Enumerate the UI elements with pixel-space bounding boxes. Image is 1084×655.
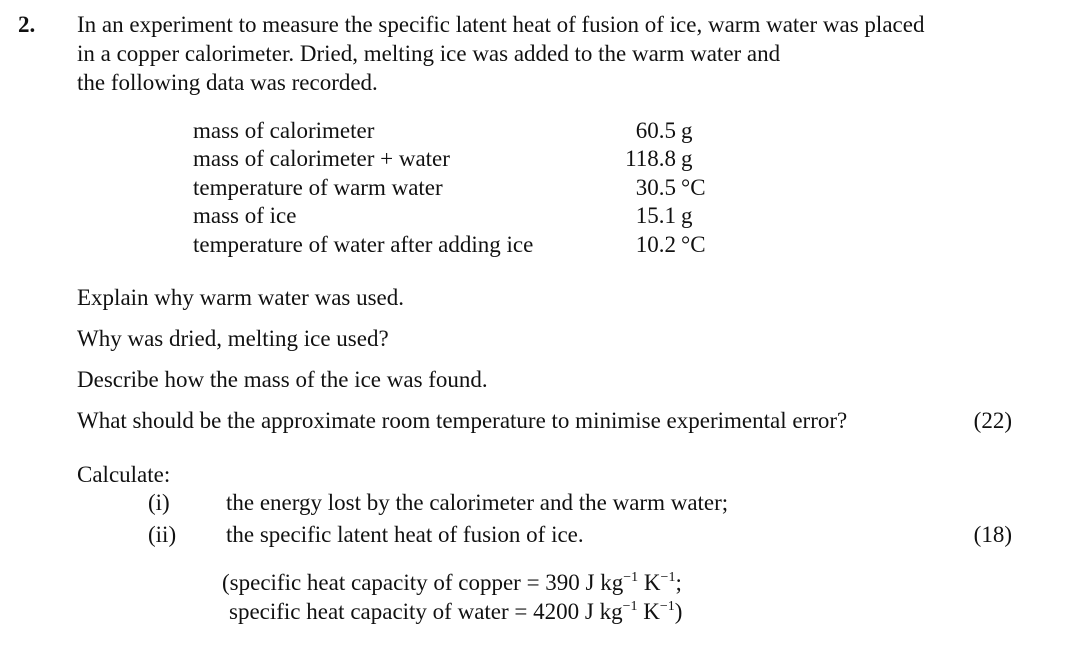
sub-part-number: (i) [148, 490, 170, 515]
data-label: mass of calorimeter [193, 118, 375, 143]
sub-part-text: the specific latent heat of fusion of ice. [226, 522, 584, 547]
calculate-label: Calculate: [77, 462, 171, 487]
data-label: temperature of water after adding ice [193, 232, 534, 257]
question-room-temperature: What should be the approximate room temperature to minimise experimental error? [77, 408, 848, 433]
note-copper-shc: (specific heat capacity of copper = 390 J $kg^{-1}$ $K^{-1}$; [222, 570, 682, 595]
intro-line-3: the following data was recorded. [77, 70, 378, 95]
data-label: mass of ice [193, 203, 297, 228]
note-water-shc: specific heat capacity of water = 4200 J $kg^{-1}$ $K^{-1}$) [229, 599, 683, 624]
sub-part-number: (ii) [148, 522, 177, 547]
question-dried-ice: Why was dried, melting ice used? [77, 326, 389, 351]
data-label: temperature of warm water [193, 175, 443, 200]
data-label: mass of calorimeter + water [193, 146, 450, 171]
intro-line-1: In an experiment to measure the specific latent heat of fusion of ice, warm water was placed [77, 12, 925, 37]
data-value: 30.5 °C [635, 175, 706, 200]
data-value: 10.2 °C [635, 232, 706, 257]
question-number: 2. [18, 12, 36, 37]
marks-part-a: (22) [973, 408, 1012, 433]
marks-part-b: (18) [973, 522, 1012, 547]
question-mass-of-ice: Describe how the mass of the ice was found. [77, 367, 488, 392]
data-value: 60.5 g [635, 118, 693, 143]
data-value: 118.8 g [625, 146, 693, 171]
sub-part-text: the energy lost by the calorimeter and the warm water; [226, 490, 729, 515]
intro-line-2: in a copper calorimeter. Dried, melting ice was added to the warm water and [77, 41, 781, 66]
data-value: 15.1 g [635, 203, 693, 228]
question-warm-water: Explain why warm water was used. [77, 285, 405, 310]
